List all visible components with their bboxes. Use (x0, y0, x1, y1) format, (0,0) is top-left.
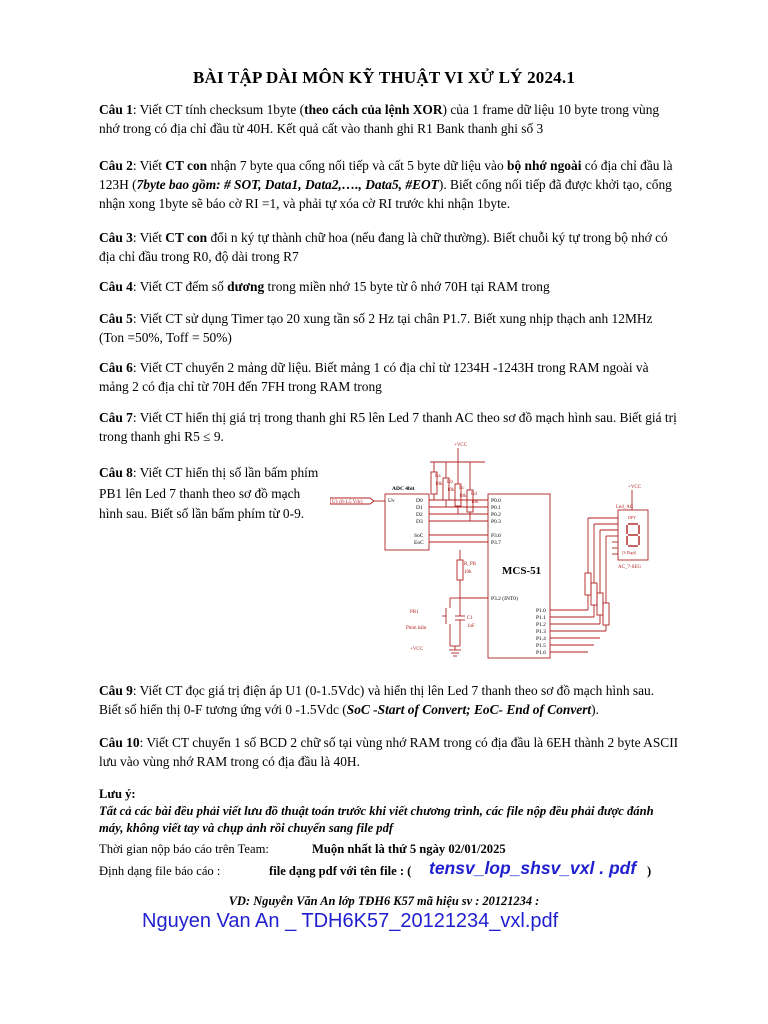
adc-title: ADC 4bit (392, 486, 415, 492)
format-description: file dạng pdf với tên file : ( (269, 864, 412, 878)
vcc-label: +VCC (410, 647, 424, 652)
note-heading: Lưu ý: (99, 787, 136, 801)
mcu-pin: P1.3 (536, 629, 546, 635)
question-label: Câu 2 (99, 158, 133, 173)
mcu-pin: P1.0 (536, 608, 546, 614)
led-dp-label: DPY (628, 515, 637, 520)
mcu-pin: P3.7 (491, 540, 501, 546)
question-7: Câu 7: Viết CT hiển thị giá trị trong thanh ghi R5 lên Led 7 thanh AC theo sơ đồ mạch hình sau. Biết giá trị trong thanh ghi R5 ≤ 9. (99, 410, 677, 444)
vcc-label: +VCC (628, 485, 642, 490)
mcu-pin: P1.2 (536, 622, 546, 628)
cap-value: 1uF (467, 624, 475, 629)
deadline-value: Muộn nhất là thứ 5 ngày 02/01/2025 (312, 842, 506, 856)
mcu-pin: P1.6 (536, 650, 546, 656)
question-label: Câu 5 (99, 311, 133, 326)
adc-input-pin: Uv (388, 498, 395, 504)
u1-input-label: U1 (0-1.5 Vdc) (332, 500, 363, 505)
led-part-label: AC_7-SEG (618, 565, 642, 570)
resistor-value: 10k (471, 500, 479, 505)
resistor-value: 10k (447, 488, 455, 493)
mcu-pin: P1.5 (536, 643, 546, 649)
document-title: BÀI TẬP DÀI MÔN KỸ THUẬT VI XỬ LÝ 2024.1 (192, 68, 576, 87)
example-filename: Nguyen Van An _ TDH6K57_20121234_vxl.pdf (142, 910, 559, 932)
question-1: Câu 1: Viết CT tính checksum 1byte (theo cách của lệnh XOR) của 1 frame dữ liệu 10 byte trong vùng nhớ trong có địa chỉ đầu từ 40H. Kết quả cất vào thanh ghi R1 Bank thanh ghi số 3 (99, 102, 660, 136)
question-label: Câu 6 (99, 360, 133, 375)
question-3: Câu 3: Viết CT con đổi n ký tự thành chữ hoa (nếu đang là chữ thường). Biết chuỗi ký tự trong bộ nhớ có địa chỉ đầu trong R0, độ dài trong R7 (99, 230, 668, 264)
resistor-label: Rd (471, 492, 477, 497)
example-line: VD: Nguyễn Văn An lớp TĐH6 K57 mã hiệu sv : 20121234 : (228, 894, 540, 908)
mcu-int-pin: P3.2 (INT0) (491, 596, 518, 602)
mcu-pin: P0.0 (491, 498, 501, 504)
mcu-pin: P1.1 (536, 615, 546, 621)
note-body: Tất cả các bài đều phải viết lưu đồ thuật toán trước khi viết chương trình, các file nộp đều phải được đánh máy, không viết tay và chụp ảnh rồi chuyển sang file pdf (99, 804, 654, 835)
adc-pin: D2 (416, 512, 423, 518)
pb-desc: Phím bấm (406, 626, 427, 631)
rpb-value: 10k (464, 570, 472, 575)
cap-label: C1 (467, 616, 473, 621)
resistor-value: 10k (435, 482, 443, 487)
question-5: Câu 5: Viết CT sử dụng Timer tạo 20 xung tần số 2 Hz tại chân P1.7. Biết xung nhịp thạch anh 12MHz (Ton =50%, Toff = 50%) (99, 311, 653, 345)
adc-ctrl-pin: SoC (414, 533, 424, 539)
mcu-pin: P0.2 (491, 512, 501, 518)
question-label: Câu 1 (99, 102, 133, 117)
mcu-pin: P1.4 (536, 636, 546, 642)
question-label: Câu 7 (99, 410, 133, 425)
question-6: Câu 6: Viết CT chuyển 2 mảng dữ liệu. Biết mảng 1 có địa chỉ từ 1234H -1243H trong RAM ngoài và mảng 2 có địa chỉ từ 70H đến 7FH trong RAM trong (99, 360, 649, 394)
mcu-name: MCS-51 (502, 565, 542, 577)
question-label: Câu 9 (99, 683, 133, 698)
question-label: Câu 4 (99, 279, 133, 294)
adc-pin: D3 (416, 519, 423, 525)
adc-pin: D0 (416, 498, 423, 504)
mcu-pin: P0.1 (491, 505, 501, 511)
question-9: Câu 9: Viết CT đọc giá trị điện áp U1 (0-1.5Vdc) và hiển thị lên Led 7 thanh theo sơ đồ mạch hình sau. Biết số hiển thị 0-F tương ứng với 0 -1.5Vdc (SoC -Start of Convert; EoC- End of Convert). (99, 683, 655, 717)
led-digits-label: [3-Digit] (622, 550, 637, 555)
question-label: Câu 10 (99, 735, 140, 750)
mcu-pin: P0.3 (491, 519, 501, 525)
resistor-value: 10k (459, 494, 467, 499)
question-2: Câu 2: Viết CT con nhận 7 byte qua cổng nối tiếp và cất 5 byte dữ liệu vào bộ nhớ ngoài có địa chỉ đầu là 123H (7byte bao gồm: # SOT, Data1, Data2,…., Data5, #EOT). Biết cổng nối tiếp đã được khởi tạo, cổng nhận xong 1byte sẽ báo cờ RI =1, và phải tự xóa cờ RI trước khi nhận 1byte. (99, 158, 673, 211)
file-format-line (99, 858, 719, 879)
pb-label: PB1 (410, 610, 419, 615)
resistor-label: Rb (447, 480, 453, 485)
deadline-line (99, 842, 699, 857)
adc-pin: D1 (416, 505, 423, 511)
resistor-label: Ra (435, 474, 441, 479)
format-close: ) (647, 864, 652, 878)
note-block (99, 786, 679, 837)
format-filename: tensv_lop_shsv_vxl . pdf (429, 858, 637, 878)
led-label: Led_AC (616, 505, 634, 510)
format-label: Định dạng file báo cáo : (99, 864, 221, 878)
question-4: Câu 4: Viết CT đếm số dương trong miền nhớ 15 byte từ ô nhớ 70H tại RAM trong (99, 279, 550, 294)
deadline-label: Thời gian nộp báo cáo trên Team: (99, 842, 269, 856)
question-8: Câu 8: Viết CT hiển thị số lần bấm phím PB1 lên Led 7 thanh theo sơ đồ mạch hình sau. Biết số lần bấm phím từ 0-9. (99, 465, 319, 521)
circuit-diagram (330, 438, 660, 670)
question-10: Câu 10: Viết CT chuyển 1 số BCD 2 chữ số tại vùng nhớ RAM trong có địa đầu là 6EH thành 2 byte ASCII lưu vào vùng nhớ RAM trong có địa đầu là 40H. (99, 735, 679, 769)
adc-ctrl-pin: EoC (414, 540, 424, 546)
question-label: Câu 8 (99, 465, 133, 480)
question-label: Câu 3 (99, 230, 133, 245)
resistor-label: Rc (459, 486, 465, 491)
mcu-pin: P3.6 (491, 533, 501, 539)
vcc-label: +VCC (454, 443, 468, 448)
rpb-label: R_PB (464, 562, 476, 567)
